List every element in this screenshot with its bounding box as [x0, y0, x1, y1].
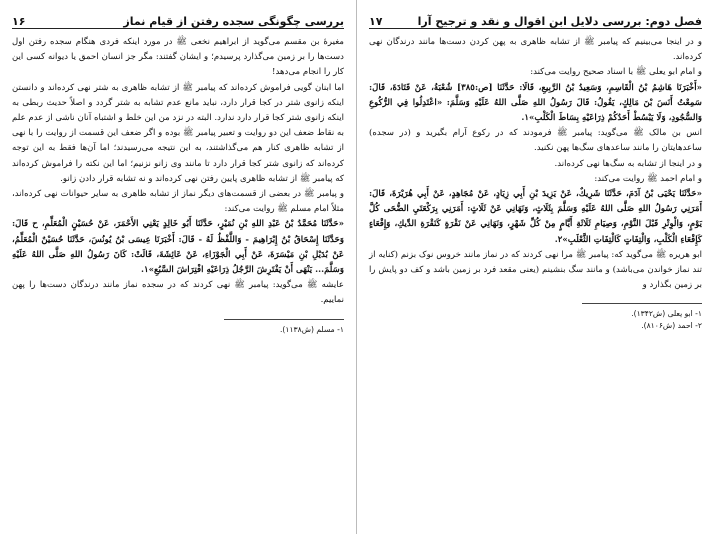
paragraph: و در اینجا می‌بینیم که پیامبر ﷺ از تشابه ظاهری به پهن کردن دست‌ها مانند درندگان نهی کرده‌اند.	[369, 37, 702, 63]
footnote: ۱- مسلم (ش۱۱۳۸).	[279, 324, 344, 334]
right-page	[357, 0, 714, 534]
footnote-divider	[224, 319, 344, 320]
hadith-quote: «حَدَّثَنَا مُحَمَّدُ بْنُ عَبْدِ اللهِ بْنِ نُمَيْرٍ، حَدَّثَنَا أَبُو خَالِدٍ يَعْنِي الأَحْمَرَ، عَنْ حُسَيْنٍ الْمُعَلِّمِ، ح قَالَ: وَحَدَّثَنَا إِسْحَاقُ بْنُ إِبْرَاهِيمَ - وَاللَّفْظُ لَهُ - قَالَ: أَخْبَرَنَا عِيسَى بْنُ يُونُسَ، حَدَّثَنَا حُسَيْنٌ الْمُعَلِّمُ، عَنْ بُدَيْلِ بْنِ مَيْسَرَةَ، عَنْ أَبِي الْجَوْزَاءِ، عَنْ عَائِشَةَ، قَالَتْ: كَانَ رَسُولُ اللهِ صَلَّى اللهُ عَلَيْهِ وَسَلَّمَ... يَنْهَى أَنْ يَفْتَرِشَ الرَّجُلُ ذِرَاعَيْهِ افْتِرَاشَ السَّبُعِ»١.	[12, 219, 344, 276]
footnote: ۱- ابو یعلی (ش۱۳۴۲).	[631, 309, 702, 319]
hadith-quote: «أَخْبَرَنَا هَاشِمُ بْنُ الْقَاسِمِ، وَسَعِيدُ بْنُ الرَّبِيعِ، قَالَا: حَدَّثَنَا [ص:٣٨٥] شُعْبَةُ، عَنْ قَتَادَةَ، قَالَ: سَمِعْتُ أَنَسَ بْنَ مَالِكٍ، يَقُولُ: قَالَ رَسُولُ اللهِ صَلَّى اللهُ عَلَيْهِ وَسَلَّمَ: «اعْتَدِلُوا فِي الرُّكُوعِ وَالسُّجُودِ، وَلَا يَبْسُطْ أَحَدُكُمْ ذِرَاعَيْهِ بِسَاطَ الْكَلْبِ»١.	[369, 82, 703, 124]
footnote-divider	[582, 303, 702, 304]
right-page-header	[369, 8, 702, 29]
paragraph: و امام احمد ﷺ روایت می‌کند:	[594, 173, 702, 184]
paragraph: انس بن مالک ﷺ می‌گوید: پیامبر ﷺ فرمودند که در رکوع آرام بگیرید و (در سجده) ساعدهایتان را مانند ساعدهای سگ‌ها پهن نکنید.	[369, 128, 702, 154]
right-footnotes	[369, 308, 702, 332]
paragraph: و امام ابو یعلی ﷺ با اسناد صحیح روایت می‌کند:	[530, 67, 702, 78]
paragraph: عایشه ﷺ می‌گوید: پیامبر ﷺ نهی کردند که در سجده نماز مانند درندگان دست‌ها را پهن نماییم.	[12, 280, 344, 306]
right-page-body	[369, 35, 702, 293]
paragraph: مغیرۀ بن مقسم می‌گوید از ابراهیم نخعی ﷺ در مورد اینکه فردی هنگام سجده رفتن اول دست‌ها را بر زمین می‌گذارد پرسیدم؛ و ایشان گفتند: مگر جز انسان احمق یا دیوانه کسی این کار را انجام می‌دهد!	[12, 37, 344, 78]
left-footnotes	[12, 324, 344, 336]
paragraph: اما ابنان گویی فراموش کرده‌اند که پیامبر ﷺ از تشابه ظاهری به شتر نهی کرده‌اند و دانستن اینکه زانوی شتر در کجا قرار دارد، نباید مانع عدم تشابه به شتر گردد و اصلاً حدیث ربطی به اینکه زانوی شتر کجا قرار دارد ندارد. البته در نزد من این خلط و اشتباه آنان ناشی از عدم علم به نقاط ضعف این دو روایت و تعبیر پیامبر ﷺ بوده و اگر ضعف این قسمت از روایت را با نهی از تشابه ظاهری کنار هم می‌گذاشتند، به این نتیجه می‌رسیدند؛ اما آن‌ها فقط به این توجه کرده‌اند که زانوی شتر کجا قرار دارد تا مانند وی زانو نزنیم؛ اما این نکته را فراموش کرده‌اند که پیامبر ﷺ از تشابه ظاهری پایین رفتن نهی کرده‌اند و نه تشابه قرار دادن زانو.	[12, 82, 344, 184]
left-page-body	[12, 35, 344, 309]
left-page-header	[12, 8, 344, 29]
right-header-title: فصل دوم: بررسی دلایل ابن اقوال و نقد و ترجیح آرا	[417, 15, 702, 28]
hadith-quote: «حَدَّثَنَا يَحْيَى بْنُ آدَمَ، حَدَّثَنَا شَرِيكٌ، عَنْ يَزِيدَ بْنِ أَبِي زِيَادٍ، عَنْ مُجَاهِدٍ، عَنْ أَبِي هُرَيْرَةَ، قَالَ: أَمَرَنِي رَسُولُ اللهِ صَلَّى اللهُ عَلَيْهِ وَسَلَّمَ بِثَلَاثٍ، وَنَهَانِي عَنْ ثَلَاثٍ: أَمَرَنِي بِرَكْعَتَيِ الضُّحَى كُلَّ يَوْمٍ، وَالْوِتْرِ قَبْلَ النَّوْمِ، وَصِيَامِ ثَلَاثَةِ أَيَّامٍ مِنْ كُلِّ شَهْرٍ، وَنَهَانِي عَنْ نَقْرَةٍ كَنَقْرَةِ الدِّيكِ، وَإِقْعَاءٍ كَإِقْعَاءِ الْكَلْبِ، وَالْتِفَاتٍ كَالْتِفَاتِ الثَّعْلَبِ»٢.	[369, 189, 702, 245]
left-header-title: بررسی چگونگی سجده رفتن از قیام نماز	[123, 15, 344, 28]
footnote: ۲- احمد (ش۸۱۰۶).	[641, 321, 702, 331]
paragraph: ابو هریره ﷺ می‌گوید که: پیامبر ﷺ مرا نهی کردند که در نماز مانند خروس نوک بزنم (کنایه از تند نماز خواندن می‌باشد) و مانند سگ بنشینم (یعنی مقعد فرد بر زمین باشد و کف دو پایش را بر زمین بگذارد و	[369, 249, 702, 291]
paragraph: و در اینجا از تشابه به سگ‌ها نهی کرده‌اند.	[554, 158, 702, 169]
paragraph: و پیامبر ﷺ در بعضی از قسمت‌های دیگر نماز از تشابه ظاهری به سایر حیوانات نهی کرده‌اند، مثلاً امام مسلم ﷺ روایت می‌کند:	[12, 189, 344, 215]
right-page-number: ۱۷	[369, 15, 383, 28]
left-page-number: ۱۶	[12, 15, 26, 28]
